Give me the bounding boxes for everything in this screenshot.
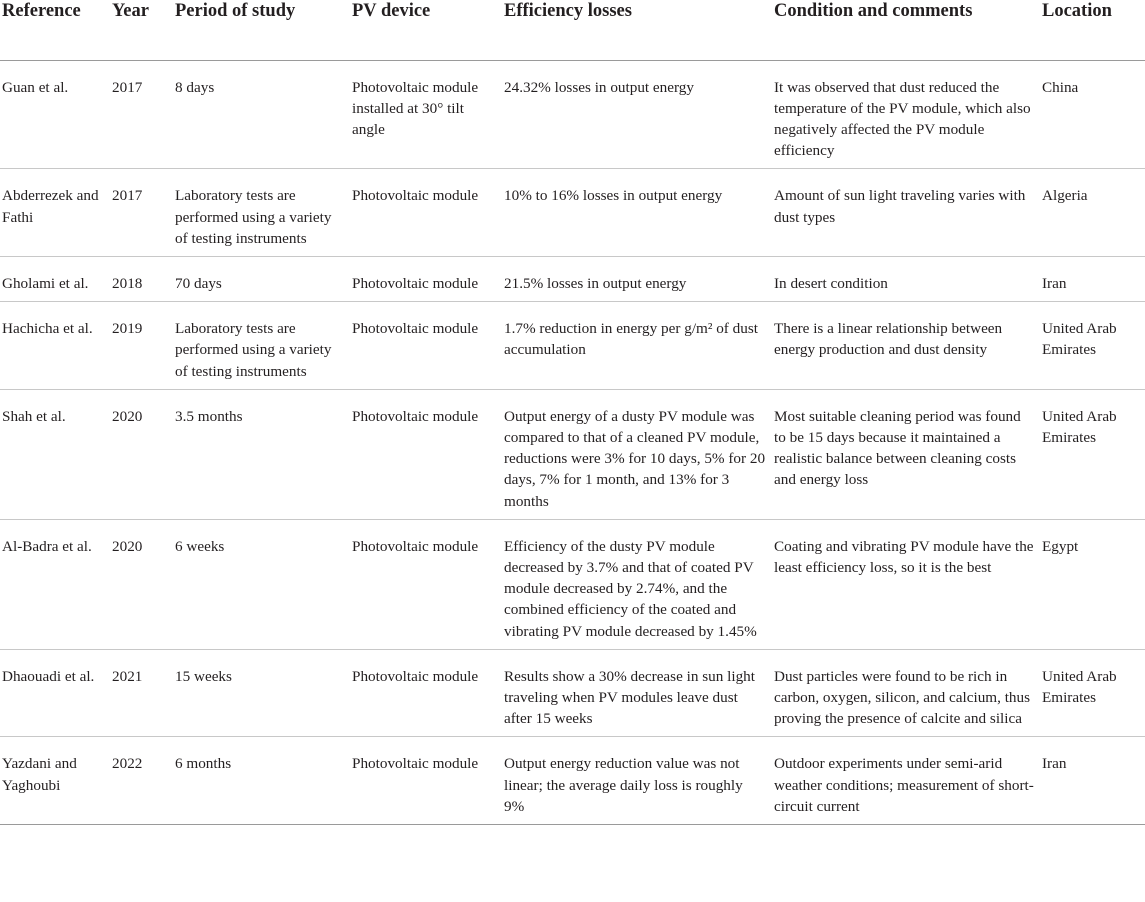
cell-reference: Al-Badra et al. (0, 519, 112, 649)
cell-pv-device: Photovoltaic module installed at 30° tilt angle (352, 60, 504, 169)
table-row (0, 737, 1145, 825)
header-period-of-study: Period of study (175, 0, 352, 60)
cell-efficiency-losses: 10% to 16% losses in output energy (504, 169, 774, 257)
cell-period: 6 months (175, 737, 352, 825)
cell-year: 2022 (112, 737, 175, 825)
cell-efficiency-losses: 1.7% reduction in energy per g/m² of dust accumulation (504, 302, 774, 390)
cell-efficiency-losses: 21.5% losses in output energy (504, 256, 774, 301)
cell-efficiency-losses: Efficiency of the dusty PV module decreased by 3.7% and that of coated PV module decreased by 2.74%, and the combined efficiency of the coated and vibrating PV module decreased by 1.45% (504, 519, 774, 649)
table-row (0, 302, 1145, 390)
table-row (0, 169, 1145, 257)
cell-pv-device: Photovoltaic module (352, 169, 504, 257)
header-efficiency-losses: Efficiency losses (504, 0, 774, 60)
header-location: Location (1042, 0, 1145, 60)
cell-reference: Shah et al. (0, 389, 112, 519)
cell-comments: Dust particles were found to be rich in carbon, oxygen, silicon, and calcium, thus proving the presence of calcite and silica (774, 649, 1042, 737)
table-row (0, 256, 1145, 301)
cell-location: United Arab Emirates (1042, 302, 1145, 390)
cell-period: Laboratory tests are performed using a variety of testing instruments (175, 169, 352, 257)
cell-period: 15 weeks (175, 649, 352, 737)
cell-location: Algeria (1042, 169, 1145, 257)
cell-reference: Guan et al. (0, 60, 112, 169)
cell-pv-device: Photovoltaic module (352, 649, 504, 737)
header-pv-device: PV device (352, 0, 504, 60)
cell-year: 2017 (112, 60, 175, 169)
cell-reference: Abderrezek and Fathi (0, 169, 112, 257)
header-condition-and-comments: Condition and comments (774, 0, 1042, 60)
cell-reference: Yazdani and Yaghoubi (0, 737, 112, 825)
cell-year: 2020 (112, 389, 175, 519)
table-row (0, 519, 1145, 649)
cell-period: 6 weeks (175, 519, 352, 649)
cell-year: 2021 (112, 649, 175, 737)
cell-period: 70 days (175, 256, 352, 301)
cell-pv-device: Photovoltaic module (352, 737, 504, 825)
header-year: Year (112, 0, 175, 60)
cell-year: 2017 (112, 169, 175, 257)
header-reference: Reference (0, 0, 112, 60)
cell-location: United Arab Emirates (1042, 389, 1145, 519)
table-row (0, 389, 1145, 519)
header-row (0, 0, 1145, 60)
cell-pv-device: Photovoltaic module (352, 519, 504, 649)
cell-comments: In desert condition (774, 256, 1042, 301)
cell-period: Laboratory tests are performed using a variety of testing instruments (175, 302, 352, 390)
cell-comments: There is a linear relationship between energy production and dust density (774, 302, 1042, 390)
cell-reference: Hachicha et al. (0, 302, 112, 390)
cell-location: United Arab Emirates (1042, 649, 1145, 737)
cell-period: 8 days (175, 60, 352, 169)
cell-reference: Gholami et al. (0, 256, 112, 301)
cell-efficiency-losses: 24.32% losses in output energy (504, 60, 774, 169)
cell-efficiency-losses: Output energy reduction value was not linear; the average daily loss is roughly 9% (504, 737, 774, 825)
cell-location: Iran (1042, 256, 1145, 301)
cell-comments: Outdoor experiments under semi-arid weather conditions; measurement of short-circuit current (774, 737, 1042, 825)
cell-location: Iran (1042, 737, 1145, 825)
cell-comments: Most suitable cleaning period was found to be 15 days because it maintained a realistic balance between cleaning costs and energy loss (774, 389, 1042, 519)
cell-pv-device: Photovoltaic module (352, 302, 504, 390)
cell-pv-device: Photovoltaic module (352, 256, 504, 301)
cell-reference: Dhaouadi et al. (0, 649, 112, 737)
cell-location: Egypt (1042, 519, 1145, 649)
cell-efficiency-losses: Results show a 30% decrease in sun light traveling when PV modules leave dust after 15 weeks (504, 649, 774, 737)
cell-year: 2018 (112, 256, 175, 301)
cell-year: 2019 (112, 302, 175, 390)
cell-pv-device: Photovoltaic module (352, 389, 504, 519)
cell-comments: Amount of sun light traveling varies with dust types (774, 169, 1042, 257)
cell-efficiency-losses: Output energy of a dusty PV module was compared to that of a cleaned PV module, reductions were 3% for 10 days, 5% for 20 days, 7% for 1 month, and 13% for 3 months (504, 389, 774, 519)
cell-year: 2020 (112, 519, 175, 649)
cell-period: 3.5 months (175, 389, 352, 519)
cell-location: China (1042, 60, 1145, 169)
table-row (0, 60, 1145, 169)
cell-comments: It was observed that dust reduced the temperature of the PV module, which also negatively affected the PV module efficiency (774, 60, 1042, 169)
table-row (0, 649, 1145, 737)
cell-comments: Coating and vibrating PV module have the least efficiency loss, so it is the best (774, 519, 1042, 649)
